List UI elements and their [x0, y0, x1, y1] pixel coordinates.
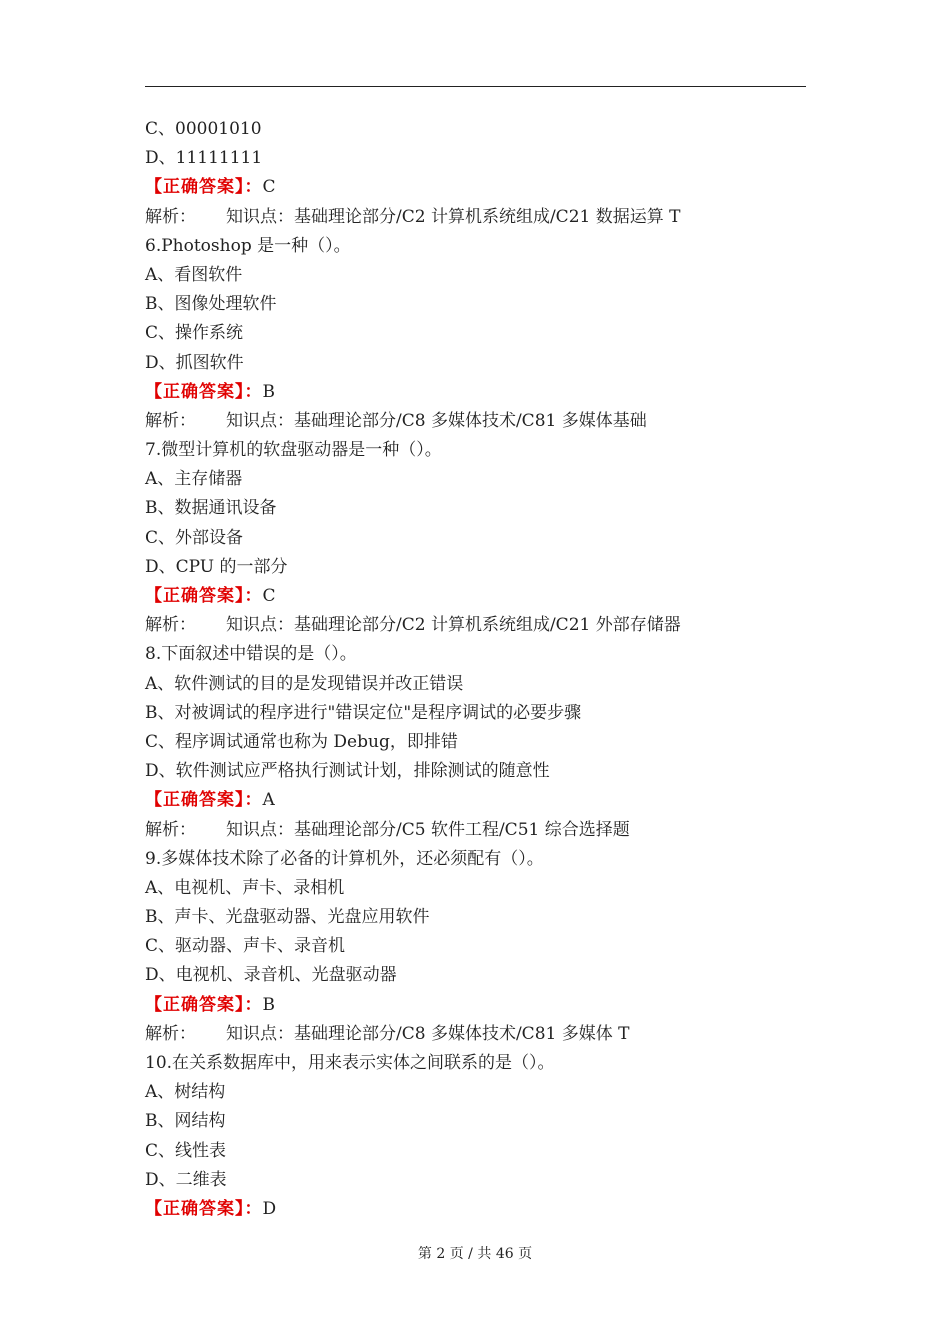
option-line: B、数据通讯设备 — [145, 498, 277, 519]
answer-line — [145, 378, 825, 407]
question-stem: 6.Photoshop 是一种（）。 — [145, 235, 351, 256]
analysis-line: 解析： 知识点：基础理论部分/C8 多媒体技术/C81 多媒体 T — [145, 1023, 630, 1044]
option-line: A、主存储器 — [145, 469, 243, 490]
answer-value: C — [262, 586, 276, 606]
option-line: C、00001010 — [145, 119, 262, 139]
answer-line — [145, 582, 825, 611]
option-line: C、驱动器、声卡、录音机 — [145, 936, 346, 957]
analysis-line: 解析： 知识点：基础理论部分/C2 计算机系统组成/C21 外部存储器 — [145, 615, 681, 636]
option-line: D、抓图软件 — [145, 352, 244, 373]
question-stem: 10.在关系数据库中，用来表示实体之间联系的是（）。 — [145, 1053, 555, 1073]
answer-label: 【正确答案】： — [145, 790, 263, 811]
footer-prefix: 第 — [417, 1246, 432, 1262]
answer-value: D — [262, 1198, 277, 1219]
footer-suffix: 页 — [518, 1246, 533, 1262]
question-stem: 7.微型计算机的软盘驱动器是一种（）。 — [145, 440, 442, 461]
option-line: B、对被调试的程序进行"错误定位"是程序调试的必要步骤 — [145, 702, 582, 723]
option-line: D、CPU 的一部分 — [145, 556, 288, 577]
current-page-number: 2 — [436, 1246, 446, 1262]
footer-middle: 页 / 共 — [449, 1246, 492, 1262]
option-line: C、外部设备 — [145, 527, 244, 548]
answer-value: A — [262, 790, 275, 811]
answer-value: C — [262, 177, 276, 198]
option-line: D、电视机、录音机、光盘驱动器 — [145, 965, 397, 986]
question-stem: 9.多媒体技术除了必备的计算机外，还必须配有（）。 — [145, 848, 544, 869]
option-line: B、声卡、光盘驱动器、光盘应用软件 — [145, 907, 430, 928]
option-line: D、软件测试应严格执行测试计划，排除测试的随意性 — [145, 761, 550, 782]
option-line: A、看图软件 — [145, 264, 243, 285]
option-line: C、操作系统 — [145, 323, 244, 344]
option-line: C、线性表 — [145, 1140, 227, 1161]
total-pages: 46 — [495, 1246, 514, 1262]
page-footer — [0, 1244, 950, 1264]
analysis-line: 解析： 知识点：基础理论部分/C8 多媒体技术/C81 多媒体基础 — [145, 410, 647, 431]
option-line: D、二维表 — [145, 1169, 227, 1190]
answer-label: 【正确答案】： — [145, 586, 263, 606]
option-line: B、图像处理软件 — [145, 294, 277, 315]
answer-line — [145, 786, 825, 815]
answer-line — [145, 1195, 825, 1224]
option-line: B、网结构 — [145, 1111, 226, 1132]
analysis-line: 解析： 知识点：基础理论部分/C2 计算机系统组成/C21 数据运算 T — [145, 206, 681, 227]
option-line: A、树结构 — [145, 1082, 226, 1103]
answer-value: B — [262, 994, 275, 1015]
answer-line — [145, 173, 825, 202]
option-line: C、程序调试通常也称为 Debug，即排错 — [145, 731, 458, 752]
answer-line — [145, 991, 825, 1020]
answer-label: 【正确答案】： — [145, 1198, 263, 1219]
option-line: A、软件测试的目的是发现错误并改正错误 — [145, 673, 464, 694]
option-line: D、11111111 — [145, 148, 263, 169]
answer-value: B — [262, 381, 275, 402]
analysis-line: 解析： 知识点：基础理论部分/C5 软件工程/C51 综合选择题 — [145, 819, 630, 840]
answer-label: 【正确答案】： — [145, 177, 263, 198]
question-stem: 8.下面叙述中错误的是（）。 — [145, 644, 357, 665]
answer-label: 【正确答案】： — [145, 994, 263, 1015]
answer-label: 【正确答案】： — [145, 381, 263, 402]
header-rule — [145, 86, 806, 87]
option-line: A、电视机、声卡、录相机 — [145, 877, 345, 898]
page-content — [145, 115, 825, 1224]
